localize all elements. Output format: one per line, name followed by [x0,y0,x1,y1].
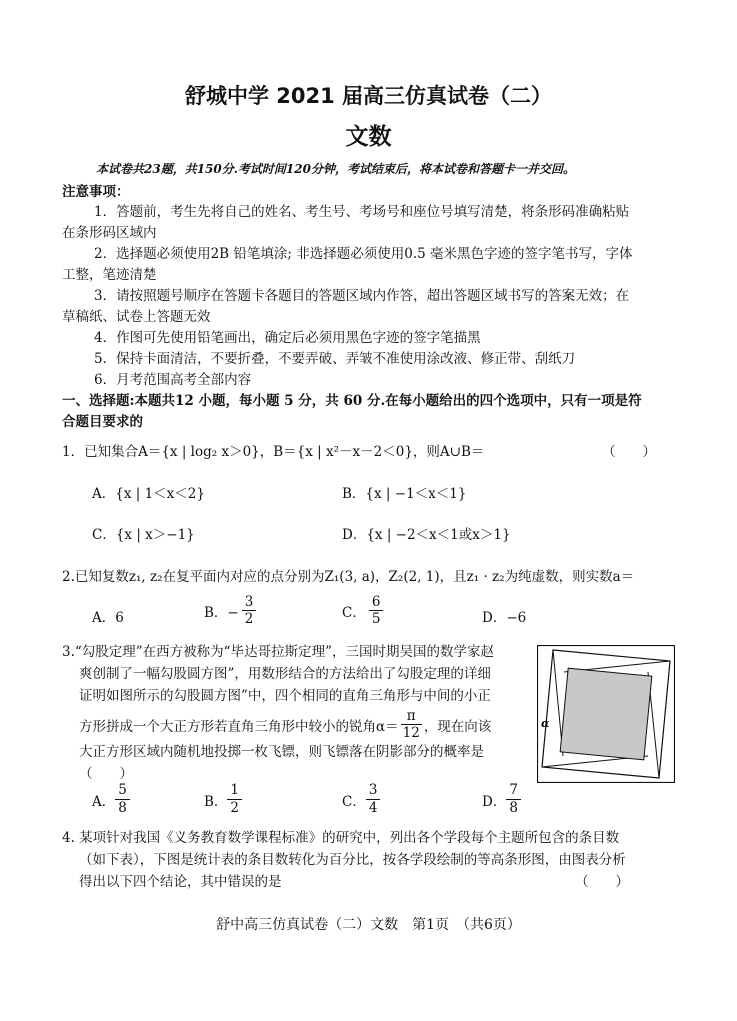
exam-intro: 本试卷共23题，共150分.考试时间120分钟，考试结束后，将本试卷和答题卡一并交回。 [96,162,575,176]
option-prefix: D． [482,793,507,810]
question-4-answer-paren: （ ） [575,874,629,890]
question-1-option-c: C．{x | x＞−1} [92,527,195,543]
notice-line: 4．作图可先使用铅笔画出，确定后必须用黑色字迹的签字笔描黑 [94,330,481,346]
subject-title: 文数 [345,124,392,150]
question-3-option-b [204,782,242,817]
notice-line: 1．答题前，考生先将自己的姓名、考生号、考场号和座位号填写清楚，将条形码准确粘贴 [94,204,630,220]
question-3-option-a [92,782,130,817]
fraction-denominator: 4 [366,799,381,817]
fraction-numerator: 1 [230,782,240,798]
question-3-option-d [482,782,521,817]
fraction-denominator: 2 [242,610,257,627]
fraction-denominator: 5 [369,610,384,627]
fraction [506,782,521,817]
notice-line: 2．选择题必须使用2B 铅笔填涂; 非选择题必须使用0.5 毫米黑色字迹的签字笔书写，字体 [94,246,633,262]
question-3-line: 证明如图所示的勾股圆方图”中，四个相同的直角三角形与中间的小正 [79,688,491,704]
question-1-option-d: D．{x | −2＜x＜1或x＞1} [342,527,511,543]
page-footer: 舒中高三仿真试卷（二）文数 第1页 （共6页） [216,917,521,933]
notice-heading: 注意事项： [62,184,130,200]
shaded-small-square [560,668,652,760]
question-4-line: （如下表），下图是统计表的条目数转化为百分比，按各学段绘制的等高条形图，由图表分析 [79,852,626,868]
question-4-line: 4. 某项针对我国《义务教育数学课程标准》的研究中，列出各个学段每个主题所包含的条目数 [62,830,620,846]
question-2-option-b [204,594,256,627]
fraction-numerator: 5 [118,782,127,798]
fraction-denominator: 8 [115,799,130,817]
notice-line: 5．保持卡面清洁，不要折叠，不要弄破、弄皱不准使用涂改液、修正带、刮纸刀 [94,351,576,367]
question-3-text: ，现在向该 [423,718,492,735]
question-2-option-a: A．6 [92,610,124,626]
question-1-answer-paren: （ ） [602,444,656,460]
fraction-numerator: 3 [368,782,378,798]
fraction [242,594,257,627]
question-1-option-a: A．{x | 1＜x＜2} [92,486,205,502]
question-3-line: 3.“勾股定理”在西方被称为“毕达哥拉斯定理”，三国时期吴国的数学家赵 [62,644,494,660]
fraction-numerator: 3 [244,594,254,610]
question-1-option-b: B．{x | −1＜x＜1} [342,486,467,502]
question-2-option-c [342,594,383,627]
question-3-text: 方形拼成一个大正方形若直角三角形中较小的锐角α＝ [79,718,399,735]
option-prefix: C． [342,604,366,621]
question-3-line: 爽创制了一幅勾股圆方图”，用数形结合的方法给出了勾股定理的详细 [79,666,491,682]
question-1-stem: 1．已知集合A＝{x | log₂ x＞0}，B＝{x | x²－x－2＜0}，则A∪B＝ [62,444,485,460]
page-title: 舒城中学 2021 届高三仿真试卷（二） [184,84,553,108]
fraction [366,782,381,817]
question-3-option-c [342,782,380,817]
fraction-denominator: 12 [402,725,420,741]
notice-line: 在条形码区域内 [62,225,157,241]
pythagorean-square-figure [537,645,675,783]
notice-line: 3．请按照题号顺序在答题卡各题目的答题区域内作答，超出答题区域书写的答案无效；在 [94,288,630,304]
alpha-label: α [541,717,550,730]
question-4-line: 得出以下四个结论，其中错误的是 [79,874,282,890]
question-2-option-d: D．−6 [482,610,527,626]
fraction [369,594,384,627]
notice-line: 6．月考范围高考全部内容 [94,372,252,388]
option-prefix: B．− [204,604,239,621]
fraction-denominator: 2 [227,799,242,817]
option-prefix: B． [204,793,228,810]
fraction-numerator: 6 [371,594,381,610]
fraction [115,782,130,817]
alpha-fraction [401,708,422,741]
option-prefix: C． [342,793,366,810]
notice-line: 工整，笔迹清楚 [62,267,157,283]
fraction [227,782,242,817]
fraction-numerator: 7 [509,782,518,798]
fraction-numerator: π [406,708,416,724]
option-prefix: A． [92,793,116,810]
question-3-line-alpha [79,708,491,741]
question-3-line: 大正方形区域内随机地投掷一枚飞镖，则飞镖落在阴影部分的概率是 [79,744,484,760]
fraction-denominator: 8 [506,799,521,817]
question-3-answer-paren: （ ） [79,766,133,782]
section-heading-cont: 合题目要求的 [62,414,143,430]
section-heading: 一、选择题:本题共12 小题，每小题 5 分，共 60 分.在每小题给出的四个选项中，只有一项是符 [62,393,642,409]
notice-line: 草稿纸、试卷上答题无效 [62,309,211,325]
question-2-stem: 2.已知复数z₁, z₂在复平面内对应的点分别为Z₁(3, a)，Z₂(2, 1)，且z₁ · z₂为纯虚数，则实数a＝ [62,569,635,585]
